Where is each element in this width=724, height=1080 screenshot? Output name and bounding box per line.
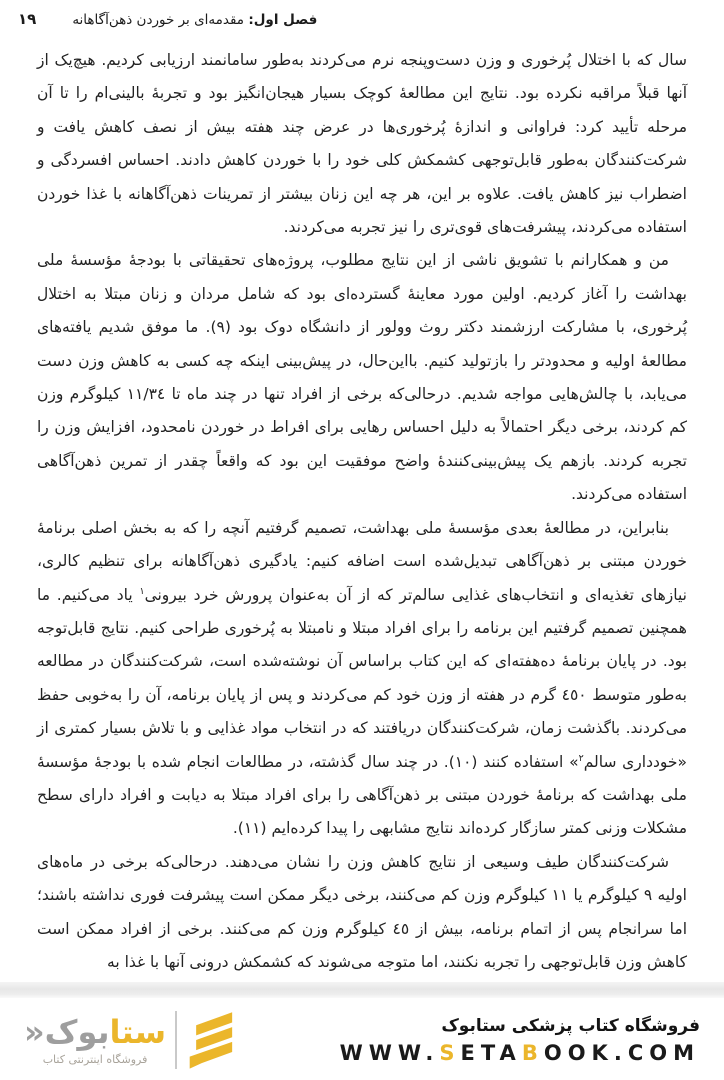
page-header xyxy=(18,10,317,28)
page-number: ۱۹ xyxy=(18,10,37,28)
stacked-chevrons-icon xyxy=(186,1008,234,1072)
paragraph-run: بنابراین، در مطالعهٔ بعدی مؤسسهٔ ملی بهداشت، تصمیم گرفتیم آنچه را که به بخش اصلی برنامهٔ خوردن مبتنی بر ذهن‌آگاهی تبدیل‌شده است اضافه کنیم: یادگیری ذهن‌آگاهانه برای تنظیم کالری، نیازهای تغذیه‌ای و انتخاب‌های غذایی سالم‌تر که از آن به‌عنوان پرورش خرد بیرونی xyxy=(37,518,687,604)
footnote-marker: ۱ xyxy=(139,585,145,597)
logo-text-column xyxy=(24,1014,166,1066)
footnote-marker: ۲ xyxy=(578,752,584,764)
paragraph-run: سال که با اختلال پُرخوری و وزن دست‌وپنجه نرم می‌کردند به‌طور سامانمند ارزیابی کردیم. هیچ‌یک از آنها قبلاً مراقبه نکرده بود. نتایج این مطالعهٔ کوچک بسیار هیجان‌انگیز بود و تجربهٔ بالینی‌ام را تا آن مرحله تأیید کرد: فراوانی و اندازهٔ پُرخوری‌ها در عرض چند هفته بیش از نصف کاهش یافت و شرکت‌کنندگان به‌طور قابل‌توجهی کشمکش کلی خود را با خوردن کاهش دادند. احساس افسردگی و اضطراب نیز کاهش یافت. علاوه بر این، هر چه این زنان بیشتر از تمرینات ذهن‌آگاهانه با غذا خوردن استفاده می‌کردند، پیشرفت‌های قوی‌تری را نیز تجربه می‌کردند. xyxy=(37,51,687,237)
logo-wordmark xyxy=(24,1014,166,1050)
chapter-heading xyxy=(72,12,317,28)
paragraph-run: شرکت‌کنندگان طیف وسیعی از نتایج کاهش وزن را نشان می‌دهند. درحالی‌که برخی در ماه‌های اولیه ۹ کیلوگرم یا ۱۱ کیلوگرم وزن کم می‌کنند، برخی دیگر ممکن است پیشرفت فوری نداشته باشند؛ اما سرانجام پس از اتمام برنامه، بیش از ٤٥ کیلوگرم وزن کم می‌کنند. برخی از افراد ممکن است کاهش وزن قابل‌توجهی را تجربه نکنند، اما متوجه می‌شوند که کشمکش درونی آنها با غذا به xyxy=(37,852,687,971)
footer-divider-band xyxy=(0,982,724,998)
paragraph xyxy=(37,44,687,244)
paragraph-run: » استفاده کنند (۱۰). در چند سال گذشته، در مطالعات انجام شده با بودجهٔ مؤسسهٔ ملی بهداشت که برنامهٔ خوردن مبتنی بر ذهن‌آگاهی را برای افراد مبتلا به دیابت و افراد دارای سطح مشکلات وزنی کمتر سازگار کرده‌اند نتایج مشابهی را پیدا کرده‌ایم (۱۱). xyxy=(37,752,687,838)
paragraph xyxy=(37,846,687,980)
paragraph xyxy=(37,512,687,846)
paragraph-run: یاد می‌کنیم. ما همچنین تصمیم گرفتیم این برنامه را برای افراد مبتلا و نامبتلا به پُرخوری طراحی کنیم. نتایج قابل‌توجه بود. در پایان برنامهٔ ده‌هفته‌ای که این کتاب براساس آن نوشته‌شده است، شرکت‌کنندگان در مطالعه به‌طور متوسط ٤٥٠ گرم در هفته از وزن خود کم می‌کردند و پس از پایان برنامه، آن را به‌خوبی حفظ می‌کردند. باگذشت زمان، شرکت‌کنندگان دریافتند که در انتخاب مواد غذایی و با تلاش بسیار کمتری از «خودداری سالم xyxy=(37,585,687,771)
store-name-line: فروشگاه کتاب پزشکی ستابوک xyxy=(441,1015,700,1036)
footer-site-info xyxy=(340,1016,700,1065)
logo-wordmark-gold: ستا xyxy=(109,1013,167,1051)
chapter-label: فصل اول: xyxy=(248,12,318,28)
paragraph-run: من و همکارانم با تشویق ناشی از این نتایج مطلوب، پروژه‌های تحقیقاتی با بودجهٔ مؤسسهٔ ملی بهداشت را آغاز کردیم. اولین مورد معاینهٔ گسترده‌ای بود که شامل مردان و زنان مبتلا به اختلال پُرخوری، با مشارکت ارزشمند دکتر روث وولور از دانشگاه دوک بود (۹). ما موفق شدیم یافته‌های مطالعهٔ اولیه و محدودتر را بازتولید کنیم. بااین‌حال، در پیش‌بینی اینکه چه کسی به کاهش وزن دست می‌یابد، با چالش‌هایی مواجه شدیم. درحالی‌که برخی از افراد تنها در چند ماه تا ۱۱/۳٤ کیلوگرم وزن کم کردند، برخی دیگر احتمالاً به دلیل احساس رهایی برای افراط در خوردن نامحدود، افزایش وزن را تجربه کردند. بازهم یک پیش‌بینی‌کنندهٔ واضح موفقیت این بود که واقعاً چقدر از تمرین ذهن‌آگاهی استفاده می‌کردند. xyxy=(37,251,688,504)
body-text xyxy=(37,44,687,979)
logo-wordmark-gray: بوک xyxy=(44,1013,110,1051)
chapter-title: مقدمه‌ای بر خوردن ذهن‌آگاهانه xyxy=(72,12,249,28)
logo-guillemet: « xyxy=(24,1013,45,1051)
website-url: WWW.SETABOOK.COM xyxy=(339,1040,700,1065)
logo-divider-line xyxy=(175,1011,177,1069)
page-footer xyxy=(0,1000,724,1080)
logo-tagline: فروشگاه اینترنتی کتاب xyxy=(42,1053,148,1066)
paragraph xyxy=(37,244,687,511)
setabook-logo xyxy=(24,1004,234,1076)
